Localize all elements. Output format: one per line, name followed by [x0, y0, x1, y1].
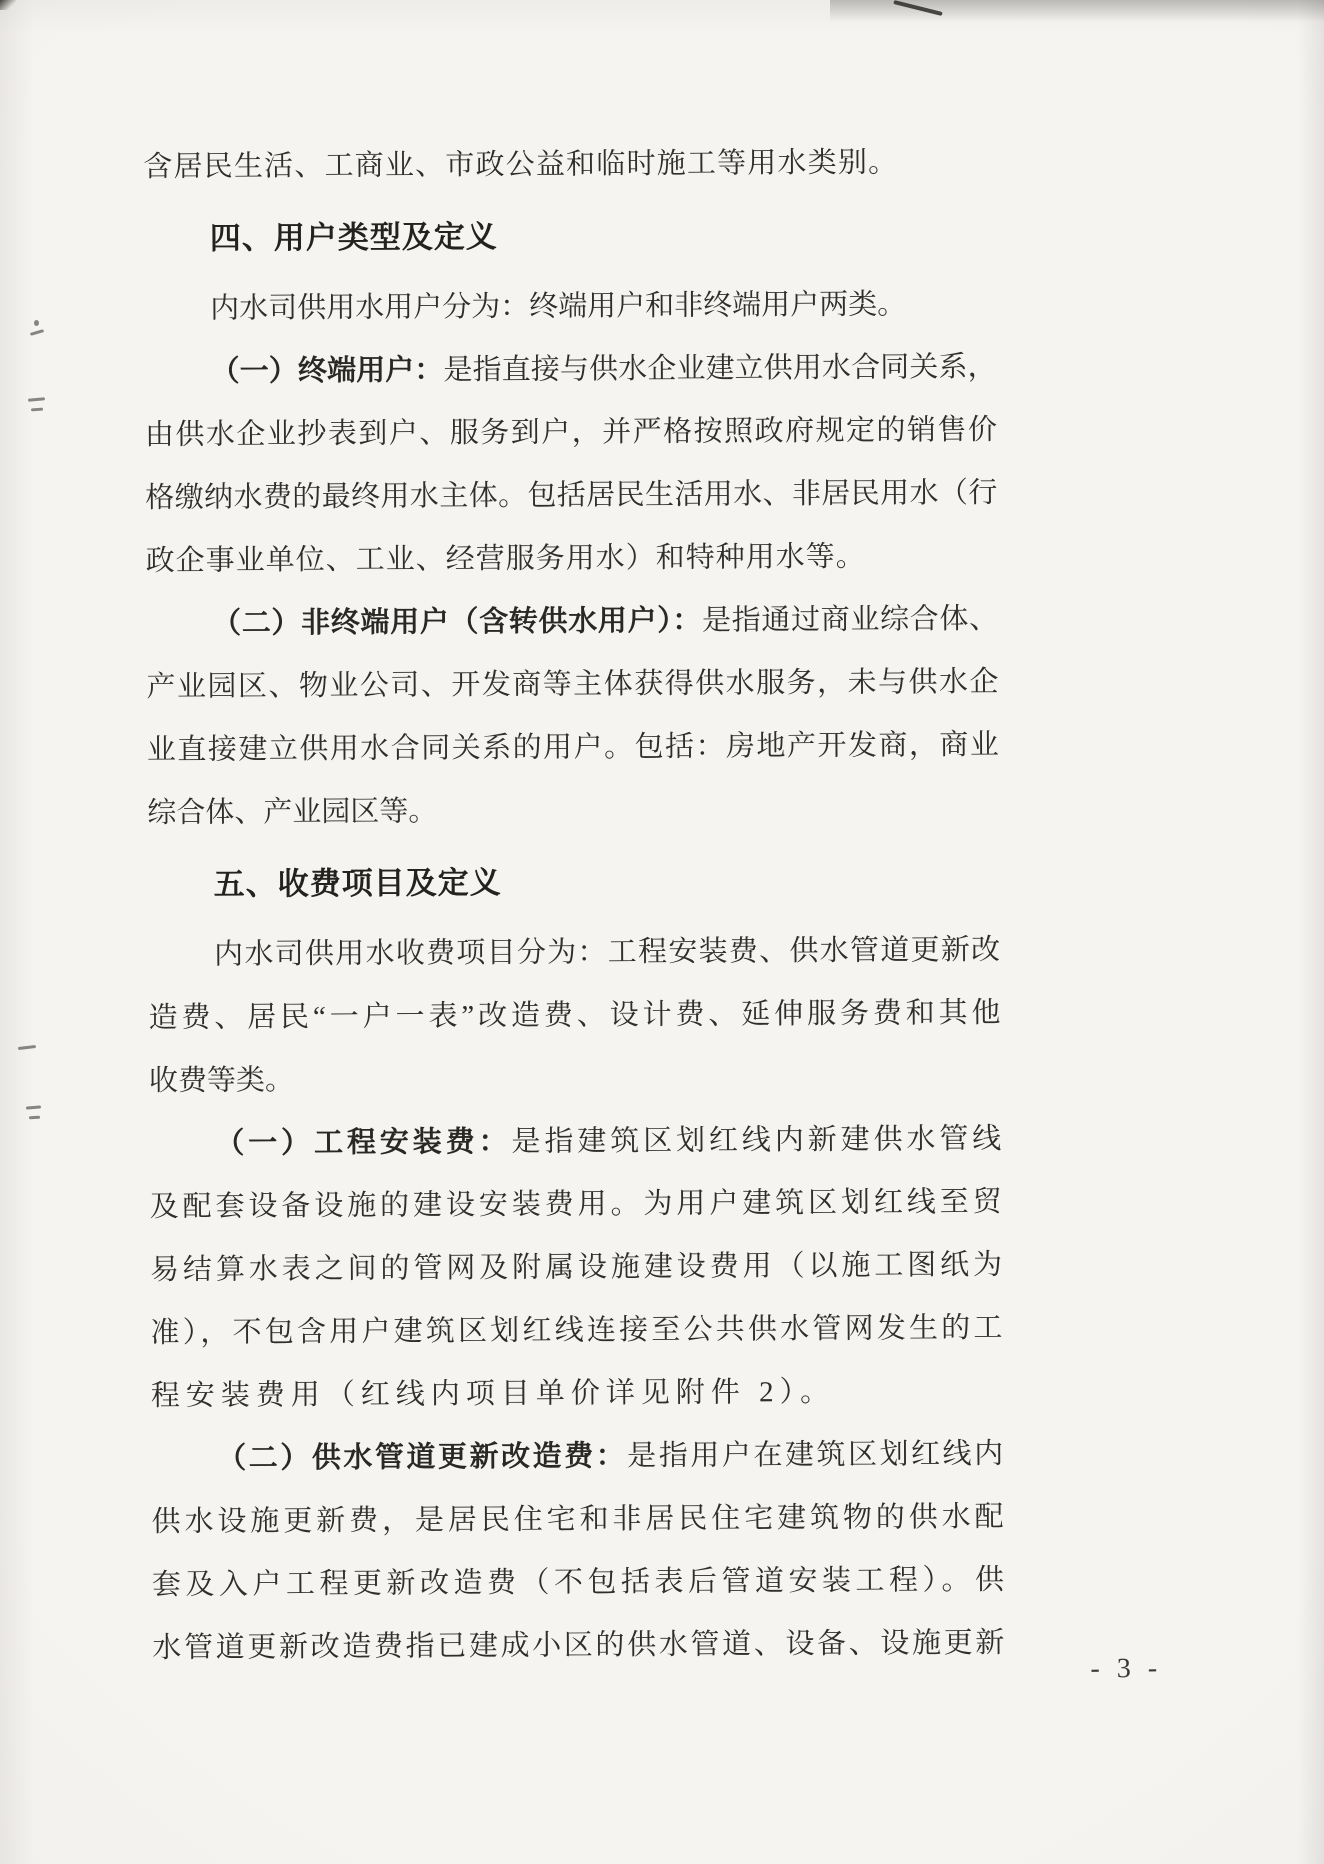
text-line — [147, 714, 999, 782]
line-text: 业直接建立供用水合同关系的用户。包括：房地产开发商，商业 — [146, 728, 999, 767]
line-text: 易结算水表之间的管网及附属设施建设费用（以施工图纸为 — [149, 1248, 1003, 1287]
text-line — [149, 1045, 1001, 1113]
section-heading — [144, 202, 996, 270]
text-line — [148, 919, 1000, 987]
line-text: 含居民生活、工商业、市政公益和临时施工等用水类别。 — [143, 146, 899, 184]
line-text: 及配套设备设施的建设安装费用。为用户建筑区划红线至贸 — [149, 1185, 1002, 1224]
line-text: 是指直接与供水企业建立供用水合同关系， — [443, 350, 997, 387]
line-text: 由供水企业抄表到户、服务到户，并严格按照政府规定的销售价 — [144, 413, 998, 452]
text-line — [151, 1360, 1003, 1428]
line-text: 准），不包含用户建筑区划红线连接至公共供水管网发生的工 — [150, 1311, 1003, 1350]
text-line — [151, 1486, 1003, 1554]
text-line — [150, 1297, 1002, 1365]
line-text: 四、用户类型及定义 — [209, 218, 498, 256]
line-text: 造费、居民“一户一表”改造费、设计费、延伸服务费和其他 — [148, 996, 1001, 1035]
term-label: （二）供水管道更新改造费： — [217, 1440, 628, 1475]
line-text: 五、收费项目及定义 — [213, 864, 502, 902]
text-line — [144, 273, 996, 341]
text-line — [151, 1423, 1003, 1491]
text-line — [146, 525, 998, 593]
line-text: 是指通过商业综合体、 — [701, 602, 999, 637]
line-text: 供水设施更新费，是居民住宅和非居民住宅建筑物的供水配 — [151, 1500, 1004, 1539]
text-line — [149, 1108, 1001, 1176]
line-text: 内水司供用水用户分为：终端用户和非终端用户两类。 — [210, 288, 907, 325]
page-number: - 3 - — [1090, 1652, 1163, 1685]
text-line — [150, 1234, 1002, 1302]
text-line — [145, 399, 997, 467]
term-label: （二）非终端用户（含转供水用户）： — [212, 604, 703, 640]
text-line — [152, 1549, 1004, 1617]
text-line — [149, 1171, 1001, 1239]
line-text: 内水司供用水收费项目分为：工程安装费、供水管道更新改 — [214, 933, 1001, 971]
line-text: 政企事业单位、工业、经营服务用水）和特种用水等。 — [145, 540, 866, 578]
section-heading — [148, 848, 1000, 916]
line-text: 水管道更新改造费指已建成小区的供水管道、设备、设施更新 — [152, 1626, 1005, 1665]
text-line — [146, 651, 998, 719]
term-label: （一）工程安装费： — [215, 1125, 512, 1160]
line-text: 收费等类。 — [148, 1064, 295, 1098]
text-line — [148, 982, 1000, 1050]
line-text: 综合体、产业园区等。 — [147, 795, 438, 830]
line-text: 套及入户工程更新改造费（不包括表后管道安装工程）。供 — [151, 1563, 1005, 1602]
line-text: 产业园区、物业公司、开发商等主体获得供水服务，未与供水企 — [146, 665, 999, 704]
text-line — [143, 131, 995, 199]
text-line — [144, 336, 996, 404]
document-content — [143, 131, 1004, 1680]
line-text: 格缴纳水费的最终用水主体。包括居民生活用水、非居民用水（行 — [145, 476, 998, 515]
term-label: （一）终端用户： — [210, 354, 444, 388]
line-text: 是指建筑区划红线内新建供水管线 — [511, 1122, 1002, 1158]
text-line — [152, 1612, 1004, 1680]
text-line — [145, 462, 997, 530]
text-line — [147, 777, 999, 845]
line-text: 是指用户在建筑区划红线内 — [627, 1437, 1004, 1473]
line-text: 程安装费用（红线内项目单价详见附件 2）。 — [150, 1375, 836, 1413]
text-line — [146, 588, 998, 656]
